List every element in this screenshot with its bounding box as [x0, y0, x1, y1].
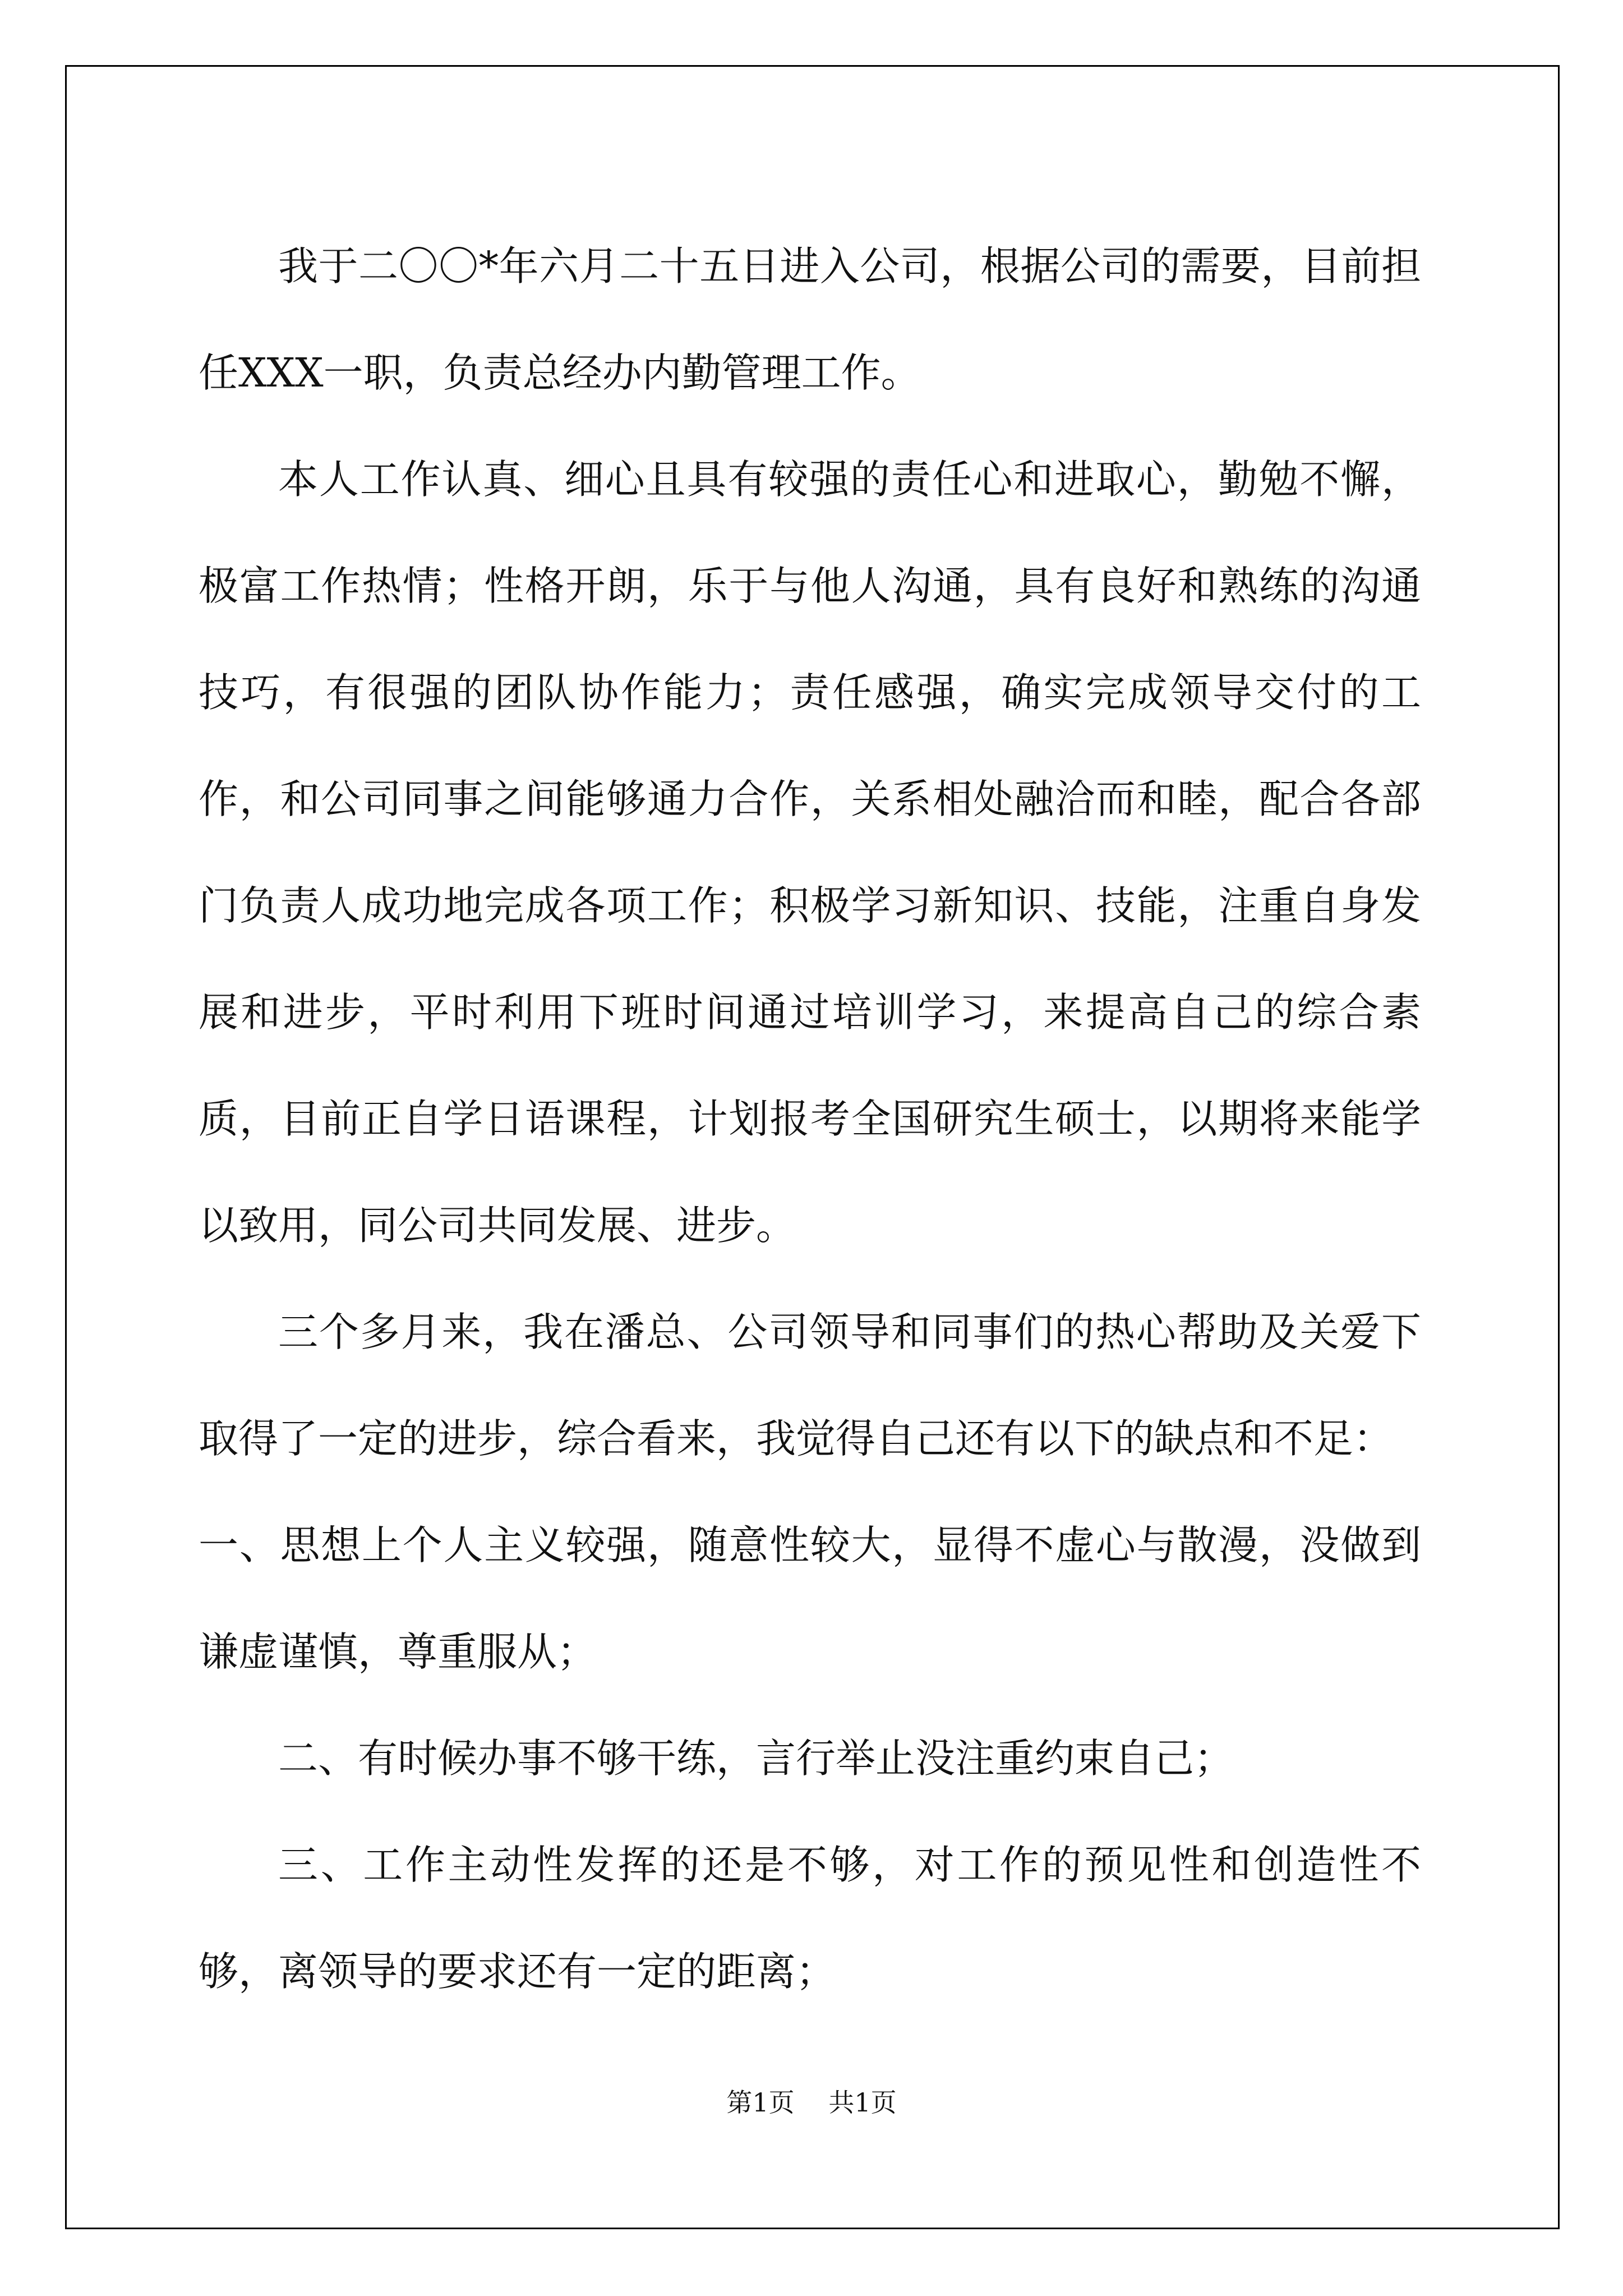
document-body: [199, 213, 1421, 2025]
paragraph-3: 三个多月来，我在潘总、公司领导和同事们的热心帮助及关爱下取得了一定的进步，综合看来，我觉得自己还有以下的缺点和不足：: [199, 1309, 1421, 1462]
paragraph-4: 一、思想上个人主义较强，随意性较大，显得不虚心与散漫，没做到谦虚谨慎，尊重服从；: [199, 1522, 1421, 1675]
paragraph-2: 本人工作认真、细心且具有较强的责任心和进取心，勤勉不懈，极富工作热情；性格开朗，乐于与他人沟通，具有良好和熟练的沟通技巧，有很强的团队协作能力；责任感强，确实完成领导交付的工作，和公司同事之间能够通力合作，关系相处融洽而和睦，配合各部门负责人成功地完成各项工作；积极学习新知识、技能，注重自身发展和进步，平时利用下班时间通过培训学习，来提高自己的综合素质，目前正自学日语课程，计划报考全国研究生硕士，以期将来能学以致用，同公司共同发展、进步。: [199, 456, 1421, 1249]
paragraph-6: 三、工作主动性发挥的还是不够，对工作的预见性和创造性不够，离领导的要求还有一定的距离；: [199, 1842, 1421, 1995]
paragraph-5: 二、有时候办事不够干练，言行举止没注重约束自己；: [278, 1735, 1234, 1782]
page-footer: [0, 2082, 1623, 2119]
page-number-total: 共1页: [828, 2087, 897, 2118]
paragraph-1: 我于二〇〇*年六月二十五日进入公司，根据公司的需要，目前担任XXX一职，负责总经办内勤管理工作。: [199, 243, 1421, 396]
page-number-current: 第1页: [726, 2087, 795, 2118]
